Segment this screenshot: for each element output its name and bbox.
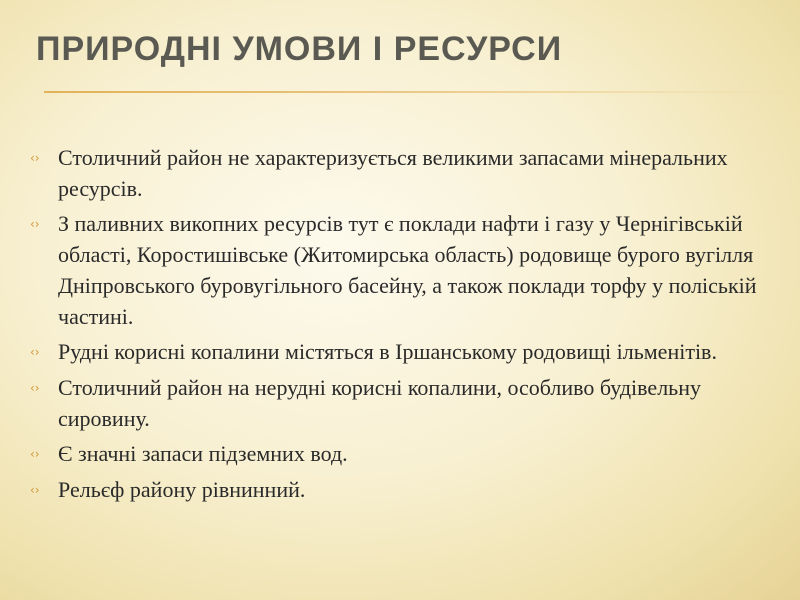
bullet-text: Рельєф району рівнинний. [58, 477, 306, 502]
title-underline [44, 91, 800, 93]
open-arrow-bullet-icon: ‹› [30, 483, 40, 497]
bullet-text: Столичний район не характеризується великими запасами мінеральних ресурсів. [58, 145, 728, 201]
bullet-text: Рудні корисні копалини містяться в Іршанському родовищі ільменітів. [58, 339, 717, 364]
bullet-item [30, 474, 780, 506]
bullet-text: Є значні запаси підземних вод. [58, 441, 348, 466]
open-arrow-bullet-icon: ‹› [30, 381, 40, 395]
bullet-item [30, 208, 780, 332]
bullet-text: З паливних викопних ресурсів тут є поклади нафти і газу у Чернігівській області, Коростишівське (Житомирська область) родовище бурого вугілля Дніпровського буровугільного басейну, а також поклади торфу у поліській частині. [58, 211, 757, 329]
open-arrow-bullet-icon: ‹› [30, 151, 40, 165]
bullet-text: Столичний район на нерудні корисні копалини, особливо будівельну сировину. [58, 375, 701, 431]
bullet-item [30, 372, 780, 434]
slide-title: ПРИРОДНІ УМОВИ І РЕСУРСИ [36, 30, 563, 68]
open-arrow-bullet-icon: ‹› [30, 217, 40, 231]
bullet-item [30, 142, 780, 204]
open-arrow-bullet-icon: ‹› [30, 345, 40, 359]
bullet-list [30, 142, 780, 510]
open-arrow-bullet-icon: ‹› [30, 447, 40, 461]
bullet-item [30, 438, 780, 470]
bullet-item [30, 336, 780, 368]
